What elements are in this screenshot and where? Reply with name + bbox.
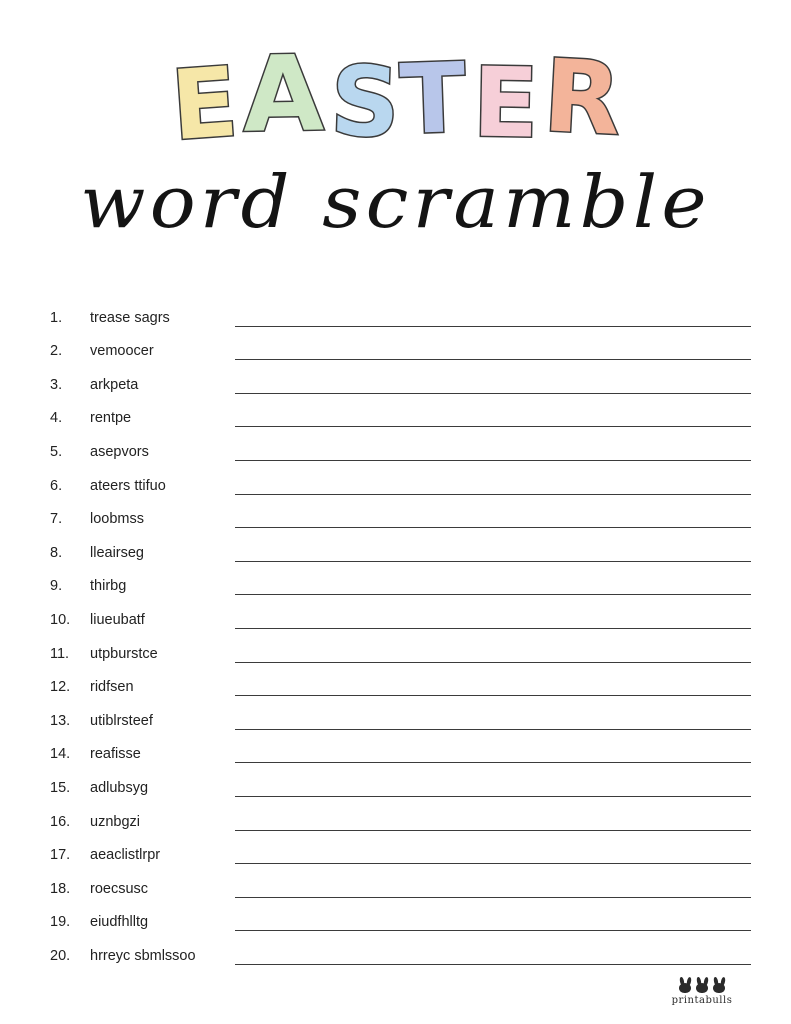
item-number: 6. [50, 477, 63, 494]
item-number: 16. [50, 813, 71, 830]
item-number: 1. [50, 309, 63, 326]
list-item [46, 567, 751, 601]
answer-line[interactable] [235, 494, 751, 495]
list-item [46, 836, 751, 870]
item-word: reafisse [90, 746, 141, 763]
title-section [0, 0, 791, 163]
answer-line[interactable] [235, 964, 751, 965]
item-number: 19. [50, 914, 71, 931]
item-word: loobmss [90, 511, 144, 528]
answer-line[interactable] [235, 460, 751, 461]
answer-line[interactable] [235, 863, 751, 864]
list-item [46, 432, 751, 466]
item-word: liueubatf [90, 611, 145, 628]
scramble-list [0, 298, 791, 970]
page-title [0, 32, 791, 163]
answer-line[interactable] [235, 628, 751, 629]
item-word: lleairseg [90, 544, 144, 561]
item-word: arkpeta [90, 376, 139, 393]
item-number: 15. [50, 779, 71, 796]
list-item [46, 399, 751, 433]
list-item [46, 298, 751, 332]
answer-line[interactable] [235, 393, 751, 394]
list-item [46, 600, 751, 634]
title-letter-5: E [471, 46, 537, 160]
item-number: 3. [50, 376, 63, 393]
list-item [46, 466, 751, 500]
item-word: roecsusc [90, 880, 149, 897]
title-letter-3: S [328, 44, 400, 160]
answer-line[interactable] [235, 662, 751, 663]
answer-line[interactable] [235, 326, 751, 327]
brand-name: printabulls [671, 995, 733, 1006]
item-word: uznbgzi [90, 813, 140, 830]
item-word: asepvors [90, 443, 149, 460]
answer-line[interactable] [235, 830, 751, 831]
item-number: 7. [50, 511, 63, 528]
item-number: 12. [50, 679, 71, 696]
answer-line[interactable] [235, 897, 751, 898]
item-word: utiblrsteef [90, 712, 153, 729]
answer-line[interactable] [235, 527, 751, 528]
answer-line[interactable] [235, 762, 751, 763]
item-word: aeaclistlrpr [90, 847, 161, 864]
footer-logo [647, 975, 757, 1006]
item-word: utpburstce [90, 645, 158, 662]
bunny-icon [695, 977, 709, 993]
item-number: 10. [50, 611, 71, 628]
item-number: 9. [50, 578, 63, 595]
list-item [46, 701, 751, 735]
list-item [46, 903, 751, 937]
title-letter-6: R [540, 37, 622, 158]
answer-line[interactable] [235, 561, 751, 562]
list-item [46, 668, 751, 702]
item-number: 11. [50, 645, 70, 662]
title-letter-2: A [242, 32, 324, 156]
list-item [46, 768, 751, 802]
list-item [46, 500, 751, 534]
answer-line[interactable] [235, 695, 751, 696]
answer-line[interactable] [235, 930, 751, 931]
bunny-icon [678, 977, 692, 993]
list-item [46, 634, 751, 668]
item-number: 18. [50, 880, 71, 897]
list-item [46, 802, 751, 836]
list-item [46, 735, 751, 769]
item-number: 2. [50, 343, 63, 360]
page-subtitle: word scramble [80, 160, 711, 244]
answer-line[interactable] [235, 426, 751, 427]
item-word: hrreyc sbmlssoo [90, 947, 196, 964]
item-word: trease sagrs [90, 309, 170, 326]
subtitle-section [0, 160, 791, 276]
item-number: 8. [50, 544, 63, 561]
item-word: ridfsen [90, 679, 134, 696]
list-item [46, 365, 751, 399]
title-letter-1: E [167, 46, 240, 163]
item-number: 4. [50, 410, 63, 427]
item-number: 20. [50, 947, 71, 964]
answer-line[interactable] [235, 594, 751, 595]
item-word: vemoocer [90, 343, 154, 360]
list-item [46, 936, 751, 970]
item-word: thirbg [90, 578, 127, 595]
list-item [46, 869, 751, 903]
item-number: 5. [50, 443, 63, 460]
list-item [46, 332, 751, 366]
list-item [46, 533, 751, 567]
item-number: 17. [50, 847, 71, 864]
item-word: adlubsyg [90, 779, 149, 796]
item-word: rentpe [90, 410, 132, 427]
answer-line[interactable] [235, 359, 751, 360]
item-number: 13. [50, 712, 71, 729]
item-word: ateers ttifuo [90, 477, 166, 494]
title-letter-4: T [398, 41, 466, 157]
bunnies-icon [647, 975, 757, 993]
answer-line[interactable] [235, 796, 751, 797]
answer-line[interactable] [235, 729, 751, 730]
item-number: 14. [50, 746, 71, 763]
item-word: eiudfhlltg [90, 914, 149, 931]
bunny-icon [712, 977, 726, 993]
